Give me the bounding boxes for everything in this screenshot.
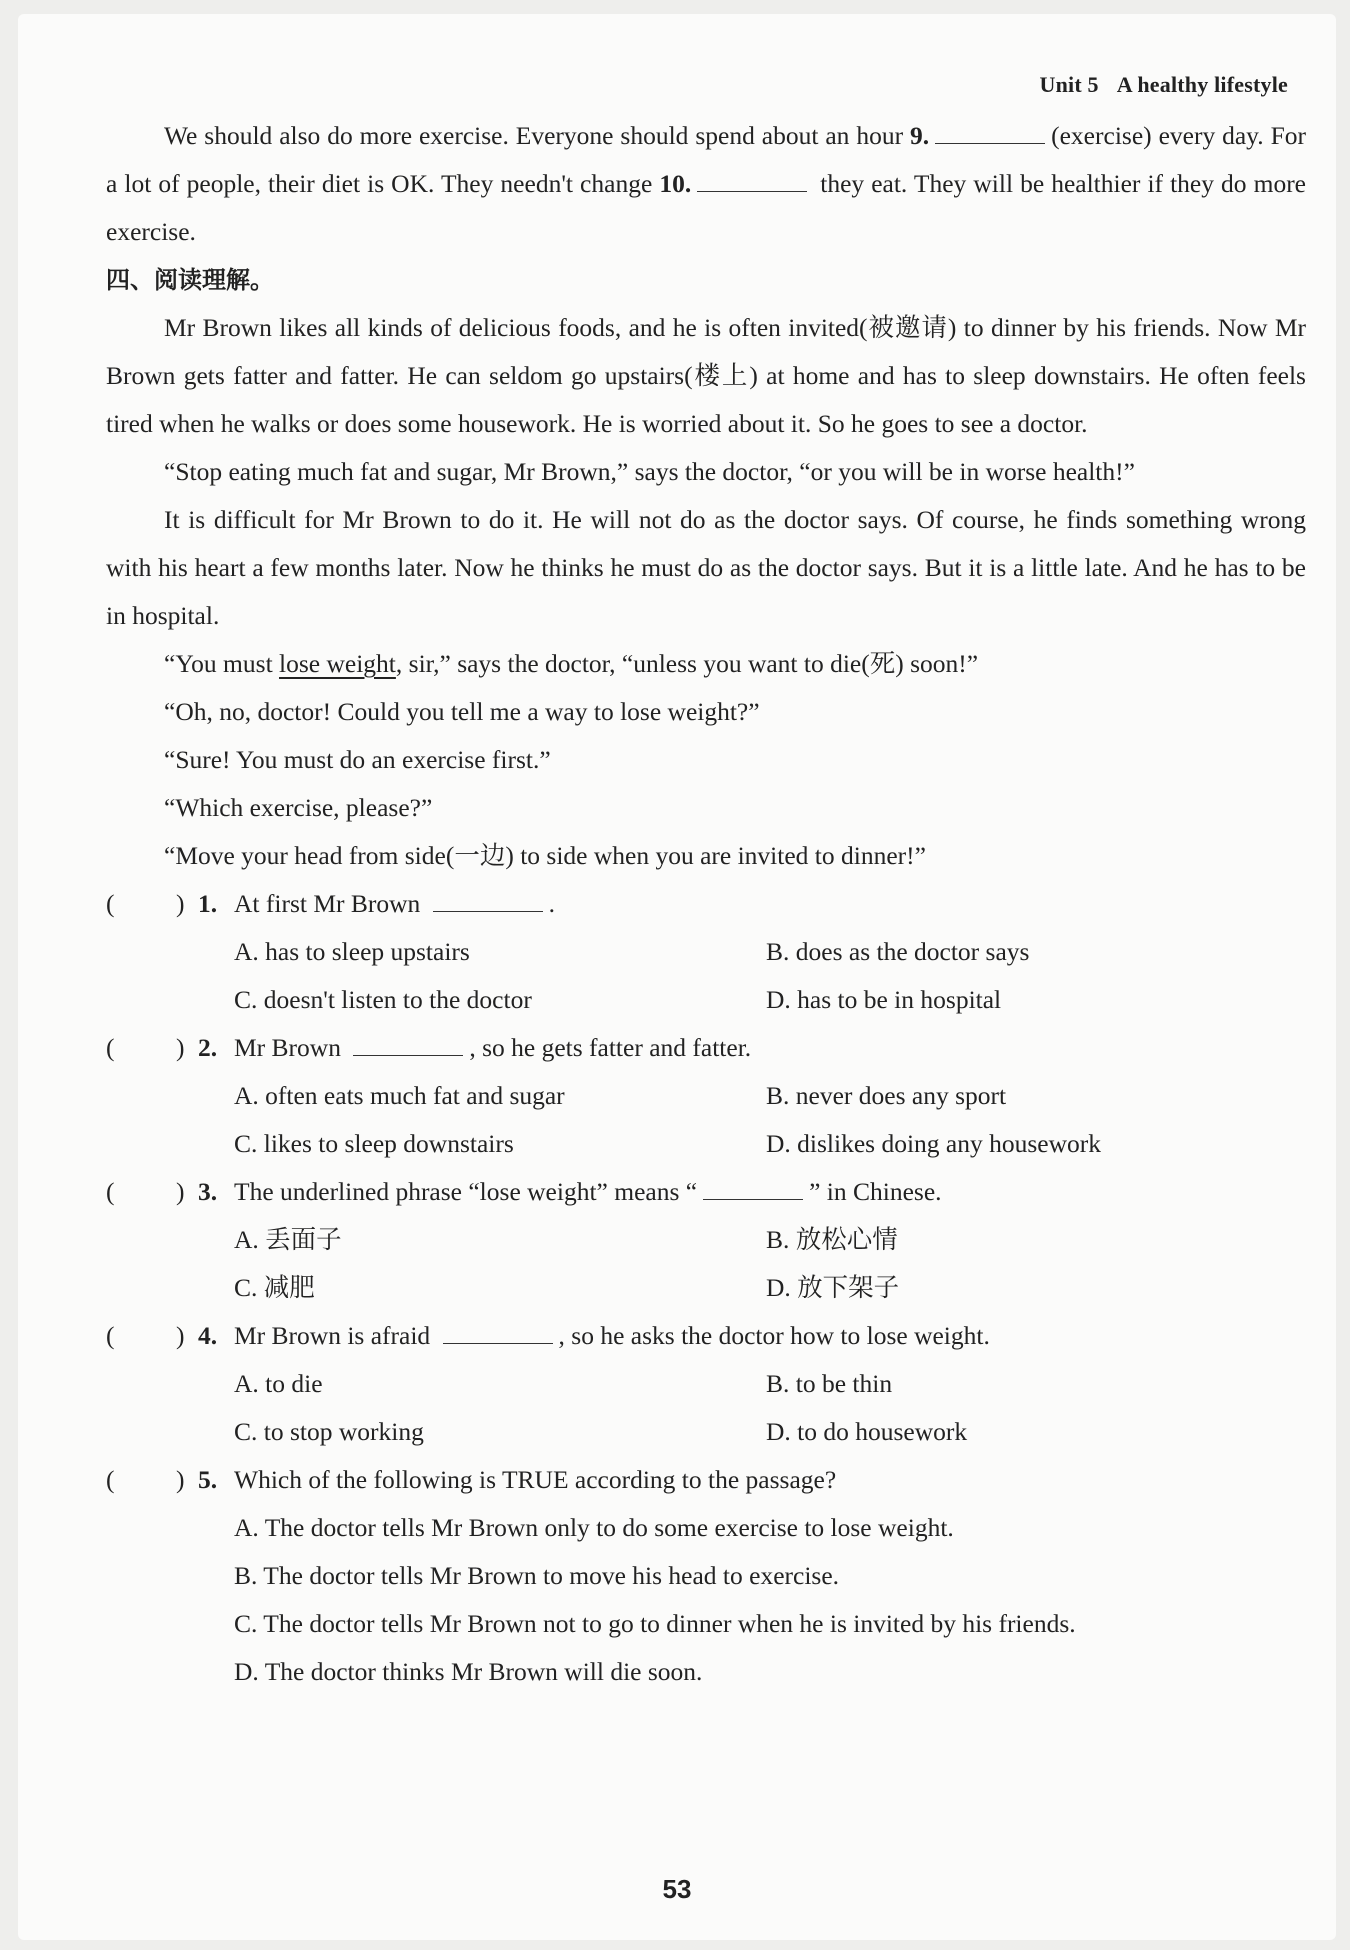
question-4 [106,1312,1306,1360]
content [106,112,1306,1696]
question-stem: Which of the following is TRUE according to the passage? [234,1465,837,1494]
stem-text-b: , so he gets fatter and fatter. [469,1033,752,1062]
question-number: 1. [198,889,218,918]
option-b[interactable]: B. The doctor tells Mr Brown to move his head to exercise. [234,1561,840,1590]
question-stem [234,880,555,928]
question-blank[interactable] [353,1033,463,1056]
unit-title: A healthy lifestyle [1116,72,1288,97]
stem-text-b: . [548,889,556,918]
option-a[interactable]: A. The doctor tells Mr Brown only to do some exercise to lose weight. [234,1513,954,1542]
stem-text-a: The underlined phrase “lose weight” means “ [234,1177,698,1206]
question-1 [106,880,1306,928]
options-row [106,1216,1306,1264]
question-2 [106,1024,1306,1072]
p4-text-a: “You must [164,649,280,678]
answer-paren-close: ) [176,1321,185,1350]
option-c[interactable]: C. The doctor tells Mr Brown not to go to dinner when he is invited by his friends. [234,1609,1076,1638]
answer-paren-open: ( [106,889,115,918]
question-blank[interactable] [443,1321,553,1344]
option-d[interactable]: D. has to be in hospital [766,985,1002,1014]
answer-paren-open: ( [106,1177,115,1206]
question-stem [234,1024,751,1072]
option-b[interactable]: B. never does any sport [766,1081,1007,1110]
page [18,14,1336,1940]
option-a[interactable]: A. has to sleep upstairs [234,937,470,966]
options-row [106,1264,1306,1312]
blank-number-9: 9. [910,121,930,150]
running-header [1040,72,1289,98]
question-blank[interactable] [703,1177,803,1200]
answer-paren-close: ) [176,1465,185,1494]
options-row [106,976,1306,1024]
option-d[interactable]: D. to do housework [766,1417,968,1446]
stem-text-a: Mr Brown is afraid [234,1321,437,1350]
option-a[interactable]: A. to die [234,1369,323,1398]
intro-text-c: every day. For a lot of people, their diet is OK. They needn't change [106,121,1307,198]
option-d[interactable]: D. 放下架子 [766,1273,900,1302]
question-number: 4. [198,1321,218,1350]
question-number: 2. [198,1033,218,1062]
section-title: 四、阅读理解。 [106,266,274,294]
option-b[interactable]: B. to be thin [766,1369,893,1398]
answer-paren-open: ( [106,1321,115,1350]
option-a[interactable]: A. 丢面子 [234,1225,342,1254]
option-c[interactable]: C. to stop working [234,1417,424,1446]
blank-number-10: 10. [659,169,692,198]
stem-text-b: , so he asks the doctor how to lose weight. [558,1321,990,1350]
option-d[interactable]: D. dislikes doing any housework [766,1129,1102,1158]
option-a[interactable]: A. often eats much fat and sugar [234,1081,565,1110]
stem-text-b: ” in Chinese. [809,1177,942,1206]
option-c[interactable]: C. doesn't listen to the doctor [234,985,532,1014]
options-row [106,1552,1306,1600]
intro-hint: (exercise) [1051,121,1152,150]
intro-text-d: they eat. They will be healthier if they do more exercise. [106,169,1306,246]
passage-paragraph-2: “Stop eating much fat and sugar, Mr Brown,” says the doctor, “or you will be in worse health!” [164,457,1135,486]
option-b[interactable]: B. 放松心情 [766,1225,898,1254]
passage-paragraph-4 [106,640,1306,688]
question-number: 3. [198,1177,218,1206]
passage-paragraph-1: Mr Brown likes all kinds of delicious foods, and he is often invited(被邀请) to dinner by his friends. Now Mr Brown gets fatter and fatter. He can seldom go upstairs(楼上) at home and has to sleep downstairs. He often feels tired when he walks or does some housework. He is worried about it. So he goes to see a doctor. [106,313,1306,438]
options-row [106,1648,1306,1696]
stem-text-a: At first Mr Brown [234,889,427,918]
question-stem [234,1168,942,1216]
question-3 [106,1168,1306,1216]
intro-text-a: We should also do more exercise. Everyone should spend about an hour [164,121,910,150]
blank-10[interactable] [697,169,807,192]
blank-9[interactable] [935,121,1045,144]
options-row [106,1072,1306,1120]
options-row [106,1120,1306,1168]
unit-label: Unit 5 [1039,72,1099,97]
page-number: 53 [662,1874,692,1904]
options-row [106,1360,1306,1408]
answer-paren-close: ) [176,1177,185,1206]
passage-paragraph-3: It is difficult for Mr Brown to do it. He will not do as the doctor says. Of course, he finds something wrong with his heart a few months later. Now he thinks he must do as the doctor says. But it is a little late. And he has to be in hospital. [106,505,1306,630]
answer-paren-close: ) [176,889,185,918]
answer-paren-open: ( [106,1033,115,1062]
intro-paragraph [106,112,1306,256]
option-b[interactable]: B. does as the doctor says [766,937,1030,966]
passage-paragraph-8: “Move your head from side(一边) to side when you are invited to dinner!” [164,841,926,870]
question-5 [106,1456,1306,1504]
option-c[interactable]: C. 减肥 [234,1273,315,1302]
answer-paren-open: ( [106,1465,115,1494]
question-blank[interactable] [433,889,543,912]
p4-text-b: , sir,” says the doctor, “unless you want to die(死) soon!” [395,649,979,678]
options-row [106,928,1306,976]
question-number: 5. [198,1465,218,1494]
answer-paren-close: ) [176,1033,185,1062]
question-stem [234,1312,990,1360]
passage-paragraph-7: “Which exercise, please?” [164,793,433,822]
stem-text-a: Mr Brown [234,1033,348,1062]
option-c[interactable]: C. likes to sleep downstairs [234,1129,514,1158]
underlined-phrase: lose weight [279,649,396,678]
options-row [106,1504,1306,1552]
options-row [106,1408,1306,1456]
passage-paragraph-6: “Sure! You must do an exercise first.” [164,745,551,774]
options-row [106,1600,1306,1648]
option-d[interactable]: D. The doctor thinks Mr Brown will die soon. [234,1657,703,1686]
passage-paragraph-5: “Oh, no, doctor! Could you tell me a way to lose weight?” [164,697,760,726]
